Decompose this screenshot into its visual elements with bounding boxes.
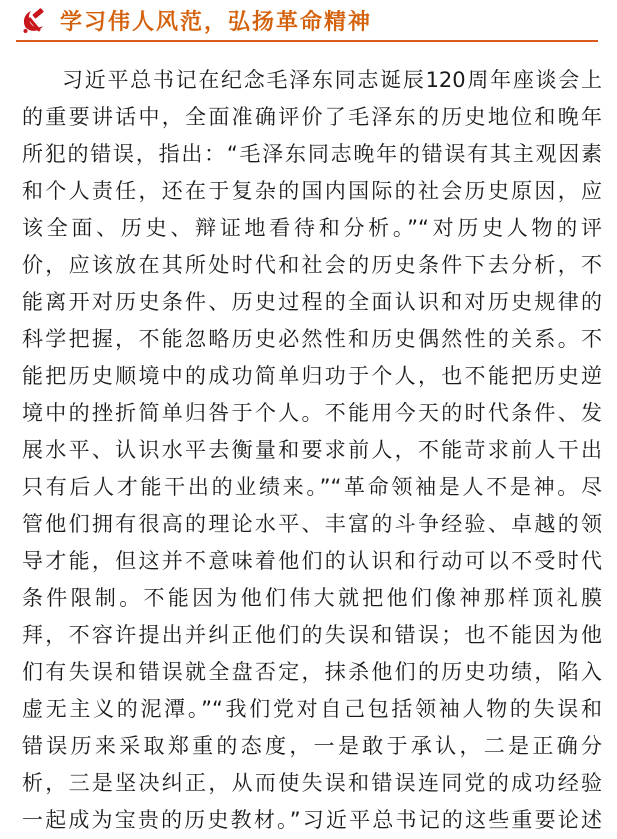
text-line: 能离开对历史条件、历史过程的全面认识和对历史规律的 [22,290,602,314]
text-line: 所犯的错误，指出：“毛泽东同志晚年的错误有其主观因素 [22,142,602,166]
text-line: 能把历史顺境中的成功简单归功于个人，也不能把历史逆 [22,364,602,388]
text-line: 习近平总书记在纪念毛泽东同志诞辰120周年座谈会上 [62,68,602,92]
article-body [22,62,602,839]
text-line: 展水平、认识水平去衡量和要求前人，不能苛求前人干出 [22,438,602,462]
header-divider [16,40,598,42]
text-line: 导才能，但这并不意味着他们的认识和行动可以不受时代 [22,549,602,573]
text-line: 该全面、历史、辩证地看待和分析。”“对历史人物的评 [22,216,602,240]
text-line: 错误历来采取郑重的态度，一是敢于承认，二是正确分 [22,734,602,758]
text-line: 拜，不容许提出并纠正他们的失误和错误；也不能因为他 [22,623,602,647]
text-line: 条件限制。不能因为他们伟大就把他们像神那样顶礼膜 [22,586,602,610]
text-line: 一起成为宝贵的历史教材。”习近平总书记的这些重要论述 [22,808,602,832]
text-line: 科学把握，不能忽略历史必然性和历史偶然性的关系。不 [22,327,602,351]
section-title: 学习伟人风范，弘扬革命精神 [60,9,373,35]
section-header [0,0,617,44]
text-line: 虚无主义的泥潭。”“我们党对自己包括领袖人物的失误和 [22,697,602,721]
text-line: 管他们拥有很高的理论水平、丰富的斗争经验、卓越的领 [22,512,602,536]
text-line: 的重要讲话中，全面准确评价了毛泽东的历史地位和晚年 [22,105,602,129]
text-line: 境中的挫折简单归咎于个人。不能用今天的时代条件、发 [22,401,602,425]
text-line: 和个人责任，还在于复杂的国内国际的社会历史原因，应 [22,179,602,203]
text-line: 析，三是坚决纠正，从而使失误和错误连同党的成功经验 [22,771,602,795]
text-line: 们有失误和错误就全盘否定，抹杀他们的历史功绩，陷入 [22,660,602,684]
hammer-sickle-icon [20,8,48,36]
text-line: 价，应该放在其所处时代和社会的历史条件下去分析，不 [22,253,602,277]
text-line: 只有后人才能干出的业绩来。”“革命领袖是人不是神。尽 [22,475,602,499]
